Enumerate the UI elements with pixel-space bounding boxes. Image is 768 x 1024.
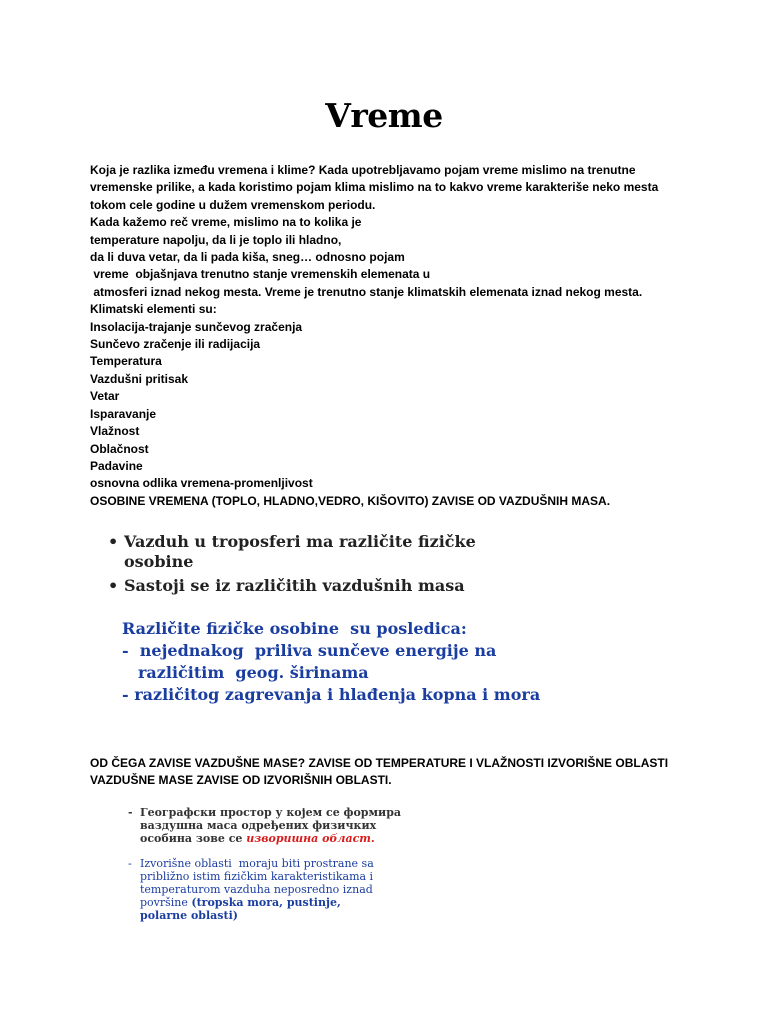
- intro-line: Klimatski elementi su:: [90, 302, 217, 317]
- intro-text-block: [90, 162, 750, 510]
- source-region-text: [90, 755, 750, 790]
- slide-heading: Različite fizičke osobine su posledica:: [122, 619, 467, 638]
- slide-image-source-regions: [128, 806, 458, 922]
- page-title: Vreme: [325, 96, 443, 135]
- element-note: osnovna odlika vremena-promenljivost: [90, 476, 313, 491]
- slide-bullet-text: Sastoji se iz različitih vazdušnih masa: [124, 576, 465, 595]
- lat-line: površine: [140, 896, 192, 909]
- element-item: Isparavanje: [90, 406, 157, 421]
- intro-line: Koja je razlika između vremena i klime? Kada upotrebljavamo pojam vreme mislimo na trenutne: [90, 163, 636, 177]
- highlighted-term: изворишна област.: [246, 832, 375, 845]
- element-item: Padavine: [90, 458, 143, 473]
- element-item: Insolacija-trajanje sunčevog zračenja: [90, 319, 303, 334]
- lat-line: Izvorišne oblasti moraju biti prostrane sa: [140, 857, 374, 870]
- lat-line: temperaturom vazduha neposredno iznad: [140, 883, 373, 896]
- slide-bullet: [92, 532, 652, 572]
- element-item: Vetar: [90, 389, 120, 404]
- intro-line: vreme objašnjava trenutno stanje vremenskih elemenata u: [90, 267, 431, 282]
- examples-highlight: polarne oblasti): [140, 909, 238, 922]
- air-mass-statement: OSOBINE VREMENA (TOPLO, HLADNO,VEDRO, KIŠOVITO) ZAVISE OD VAZDUŠNIH MASA.: [90, 493, 611, 508]
- intro-line: Kada kažemo reč vreme, mislimo na to kolika je: [90, 215, 362, 230]
- element-item: Vlažnost: [90, 424, 140, 439]
- examples-highlight: (tropska mora, pustinje,: [191, 896, 341, 909]
- slide-list-item-cont: različitim geog. širinama: [138, 663, 369, 682]
- element-item: Vazdušni pritisak: [90, 371, 189, 386]
- element-item: Oblačnost: [90, 441, 149, 456]
- para-line: VAZDUŠNE MASE ZAVISE OD IZVORIŠNIH OBLASTI.: [90, 773, 392, 788]
- element-item: Temperatura: [90, 354, 162, 369]
- intro-line: tokom cele godine u dužem vremenskom periodu.: [90, 197, 376, 212]
- dash-marker: -: [128, 857, 132, 870]
- intro-line: vremenske prilike, a kada koristimo pojam klima mislimo na to kakvo vreme karakteriše neko mesta: [90, 180, 659, 195]
- bullet-dot-icon: •: [108, 532, 119, 551]
- latin-definition: [128, 857, 458, 922]
- slide-list: [92, 640, 652, 706]
- slide-bullet-text: Vazduh u troposferi ma različite fizičke: [124, 532, 476, 551]
- intro-line: da li duva vetar, da li pada kiša, sneg… odnosno pojam: [90, 250, 405, 265]
- cyr-line-wrap: [140, 832, 458, 845]
- cyr-line: ваздушна маса одређених физичких: [140, 819, 377, 832]
- para-line: OD ČEGA ZAVISE VAZDUŠNE MASE? ZAVISE OD TEMPERATURE I VLAŽNOSTI IZVORIŠNE OBLASTI: [90, 756, 669, 770]
- cyrillic-definition: [128, 806, 458, 845]
- slide-bullet: [92, 576, 652, 596]
- dash-marker: -: [128, 806, 133, 819]
- lat-line-wrap: [140, 896, 458, 909]
- slide-image-air-masses: [92, 532, 652, 706]
- intro-line: atmosferi iznad nekog mesta. Vreme je trenutno stanje klimatskih elemenata iznad nekog mesta.: [90, 284, 643, 299]
- cyr-line: Географски простор у којем се формира: [140, 806, 402, 819]
- lat-line: približno istim fizičkim karakteristikama i: [140, 870, 374, 883]
- bullet-dot-icon: •: [108, 576, 119, 595]
- intro-line: temperature napolju, da li je toplo ili hladno,: [90, 232, 342, 247]
- element-item: Sunčevo zračenje ili radijacija: [90, 337, 261, 352]
- slide-bullet-text: osobine: [124, 552, 194, 571]
- slide-list-item: - različitog zagrevanja i hlađenja kopna i mora: [122, 685, 541, 704]
- slide-list-item: - nejednakog priliva sunčeve energije na: [122, 641, 497, 660]
- cyr-line: особина зове се: [140, 832, 247, 845]
